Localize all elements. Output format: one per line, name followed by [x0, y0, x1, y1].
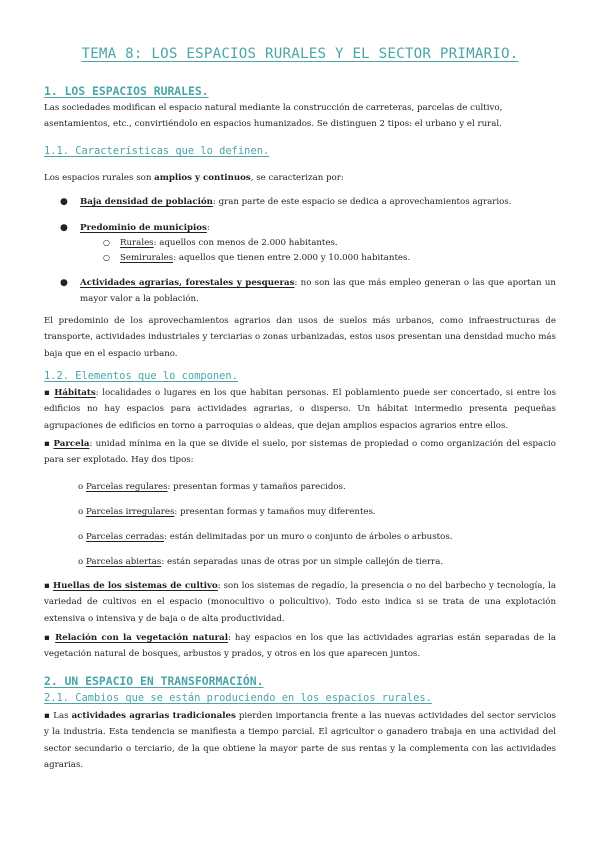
bullet-letter-icon: o: [78, 557, 84, 567]
element-parcela: ▪ Parcela: unidad mínima en la que se divide el suelo, por sistemas de propiedad o como organización del espacio para ser explotado. Hay dos tipos:: [44, 439, 556, 466]
parcela-type-irregular: o Parcelas irregulares: presentan formas y tamaños muy diferentes.: [78, 507, 376, 517]
bullet-square-icon: ▪: [44, 388, 51, 398]
bullet-disc-icon: ●: [60, 278, 68, 288]
bullet-circle-icon: ○: [103, 253, 110, 262]
section-1-1-heading: 1.1. Características que lo definen.: [44, 145, 270, 157]
feature-low-density: Baja densidad de población: gran parte de este espacio se dedica a aprovechamientos agrarios.: [80, 197, 512, 207]
parcela-type-closed: o Parcelas cerradas: están delimitadas por un muro o conjunto de árboles o arbustos.: [78, 532, 453, 542]
section-1-2-heading: 1.2. Elementos que lo componen.: [44, 370, 238, 382]
feature-activities: Actividades agrarias, forestales y pesqueras: no son las que más empleo generan o las que aportan un mayor valor a la población.: [80, 278, 556, 305]
section-1-1-lead: Los espacios rurales son amplios y continuos, se caracterizan por:: [44, 173, 344, 183]
municipality-rural: Rurales: aquellos con menos de 2.000 habitantes.: [120, 238, 338, 248]
parcela-type-open: o Parcelas abiertas: están separadas unas de otras por un simple callejón de tierra.: [78, 557, 444, 567]
element-huellas: ▪ Huellas de los sistemas de cultivo: son los sistemas de regadío, la presencia o no del barbecho y tecnología, la variedad de cultivos en el espacio (monocultivo o policultivo). Todo esto indica si se trata de una explotación extensiva o intensiva y de baja o de alta productividad.: [44, 581, 556, 624]
bullet-letter-icon: o: [78, 507, 84, 517]
bullet-square-icon: ▪: [44, 711, 51, 721]
parcela-type-regular: o Parcelas regulares: presentan formas y tamaños parecidos.: [78, 482, 346, 492]
bullet-square-icon: ▪: [44, 439, 51, 449]
section-1-1-closing: El predominio de los aprovechamientos agrarios dan usos de suelos más urbanos, como infraestructuras de transporte, actividades industriales y terciarias o zonas urbanizadas, estos usos presentan una densidad mucho más baja que en el espacio urbano.: [44, 316, 556, 359]
bullet-letter-icon: o: [78, 482, 84, 492]
bullet-square-icon: ▪: [44, 581, 51, 591]
bullet-disc-icon: ●: [60, 223, 68, 233]
section-2-1-body: ▪ Las actividades agrarias tradicionales pierden importancia frente a las nuevas actividades del sector servicios y la industria. Esta tendencia se manifiesta a tiempo parcial. El agricultor o ganadero trabaja en una actividad del sector secundario o terciario, de la que obtiene la mayor parte de sus rentas y la complementa con las actividades agrarias.: [44, 711, 556, 771]
bullet-circle-icon: ○: [103, 238, 110, 247]
page-title: TEMA 8: LOS ESPACIOS RURALES Y EL SECTOR PRIMARIO.: [81, 46, 519, 62]
element-relacion: ▪ Relación con la vegetación natural: hay espacios en los que las actividades agrarias están separadas de la vegetación natural de bosques, arbustos y prados, y otros en los que aparecen juntos.: [44, 633, 556, 660]
feature-municipalities: Predominio de municipios:: [80, 223, 210, 233]
section-2-1-heading: 2.1. Cambios que se están produciendo en los espacios rurales.: [44, 692, 432, 704]
municipality-semirural: Semirurales: aquellos que tienen entre 2.000 y 10.000 habitantes.: [120, 253, 411, 263]
bullet-letter-icon: o: [78, 532, 84, 542]
element-habitats: ▪ Hábitats: localidades o lugares en los que habitan personas. El poblamiento puede ser concertado, si entre los edificios no hay espacios para actividades agrarias, o disperso. Un hábitat intermedio presenta pequeñas agrupaciones de edificios en torno a parroquias o aldeas, que dejan amplios espacios agrarios entre ellos.: [44, 388, 556, 431]
section-1-heading: 1. LOS ESPACIOS RURALES.: [44, 84, 209, 98]
section-1-intro: Las sociedades modifican el espacio natural mediante la construcción de carreteras, parcelas de cultivo, asentamientos, etc., convirtiéndolo en espacios humanizados. Se distinguen 2 tipos: el urbano y el rural.: [44, 103, 503, 130]
bullet-square-icon: ▪: [44, 633, 52, 643]
section-2-heading: 2. UN ESPACIO EN TRANSFORMACIÓN.: [44, 674, 264, 688]
bullet-disc-icon: ●: [60, 197, 68, 207]
